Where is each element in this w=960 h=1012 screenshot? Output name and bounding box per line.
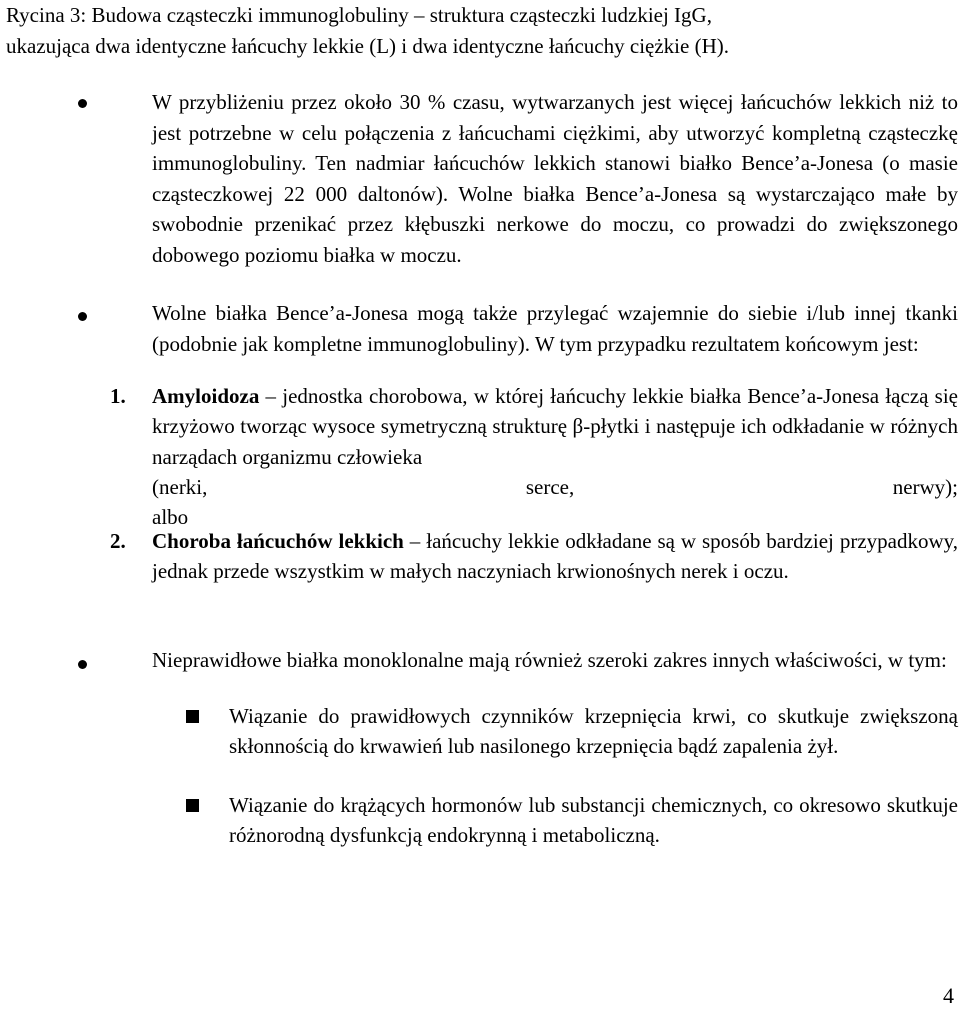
numbered-item-1-tail: albo [152, 505, 189, 530]
caption-line-2: ukazująca dwa identyczne łańcuchy lekkie (L) i dwa identyczne łańcuchy ciężkie (H). [6, 34, 729, 58]
list-number-1: 1. [110, 384, 126, 408]
caption-line-1: Rycina 3: Budowa cząsteczki immunoglobuliny – struktura cząsteczki ludzkiej IgG, [6, 3, 712, 27]
bullet-dot [78, 660, 87, 669]
term-choroba-lancuchow-lekkich: Choroba łańcuchów lekkich [152, 529, 404, 553]
bullet-paragraph-2: Wolne białka Bence’a-Jonesa mogą także przylegać wzajemnie do siebie i/lub innej tkanki (podobnie jak kompletne immunoglobuliny). W tym przypadku rezultatem końcowym jest: [152, 301, 958, 356]
numbered-item-2: Choroba łańcuchów lekkich – łańcuchy lekkie odkładane są w sposób bardziej przypadkowy, jednak przede wszystkim w małych naczyniach krwionośnych nerek i oczu. [152, 529, 959, 584]
square-bullet-icon [186, 799, 199, 812]
list-number-2: 2. [110, 529, 126, 553]
square-bullet-icon [186, 710, 199, 723]
bullet-paragraph-3: Nieprawidłowe białka monoklonalne mają również szeroki zakres innych właściwości, w tym: [152, 648, 947, 672]
bullet-paragraph-1: W przybliżeniu przez około 30 % czasu, wytwarzanych jest więcej łańcuchów lekkich niż to jest potrzebne w celu połączenia z łańcuchami ciężkimi, aby utworzyć kompletną cząsteczkę immunoglobuliny. Ten nadmiar łańcuchów lekkich stanowi białko Bence’a-Jonesa (o masie cząsteczkowej 22 000 daltonów). Wolne białka Bence’a-Jonesa są wystarczająco małe by swobodnie przenikać przez kłębuszki nerkowe do moczu, co prowadzi do zwiększonego dobowego poziomu białka w moczu. [152, 90, 958, 267]
numbered-item-2-text: łańcuchy lekkie odkładane są w sposób bardziej przypadkowy, jednak przede wszystkim w małych naczyniach krwionośnych nerek i oczu. [152, 529, 959, 584]
sub-item-1: Wiązanie do prawidłowych czynników krzepnięcia krwi, co skutkuje zwiększoną skłonnością do krwawień lub nasilonego krzepnięcia bądź zapalenia żył. [229, 704, 958, 759]
numbered-item-1-line4: (nerki, serce, nerwy); [152, 474, 958, 499]
numbered-item-1: Amyloidoza – jednostka chorobowa, w której łańcuchy lekkie białka Bence’a-Jonesa łączą się krzyżowo tworząc wysoce symetryczną strukturę β-płytki i następuje ich odkładanie w różnych narządach organizmu człowieka (nerki, serce, nerwy); albo [152, 381, 958, 532]
bullet-dot [78, 312, 87, 321]
term-amyloidoza: Amyloidoza [152, 384, 260, 408]
sub-item-2: Wiązanie do krążących hormonów lub substancji chemicznych, co okresowo skutkuje różnorodną dysfunkcją endokrynną i metaboliczną. [229, 793, 958, 848]
page-number: 4 [943, 983, 954, 1008]
numbered-item-1-text: jednostka chorobowa, w której łańcuchy lekkie białka Bence’a-Jonesa łączą się krzyżowo tworząc wysoce symetryczną strukturę β-płytki i następuje ich odkładanie w różnych narządach organizmu człowieka [152, 384, 959, 469]
figure-caption [6, 0, 936, 62]
bullet-dot [78, 99, 87, 108]
